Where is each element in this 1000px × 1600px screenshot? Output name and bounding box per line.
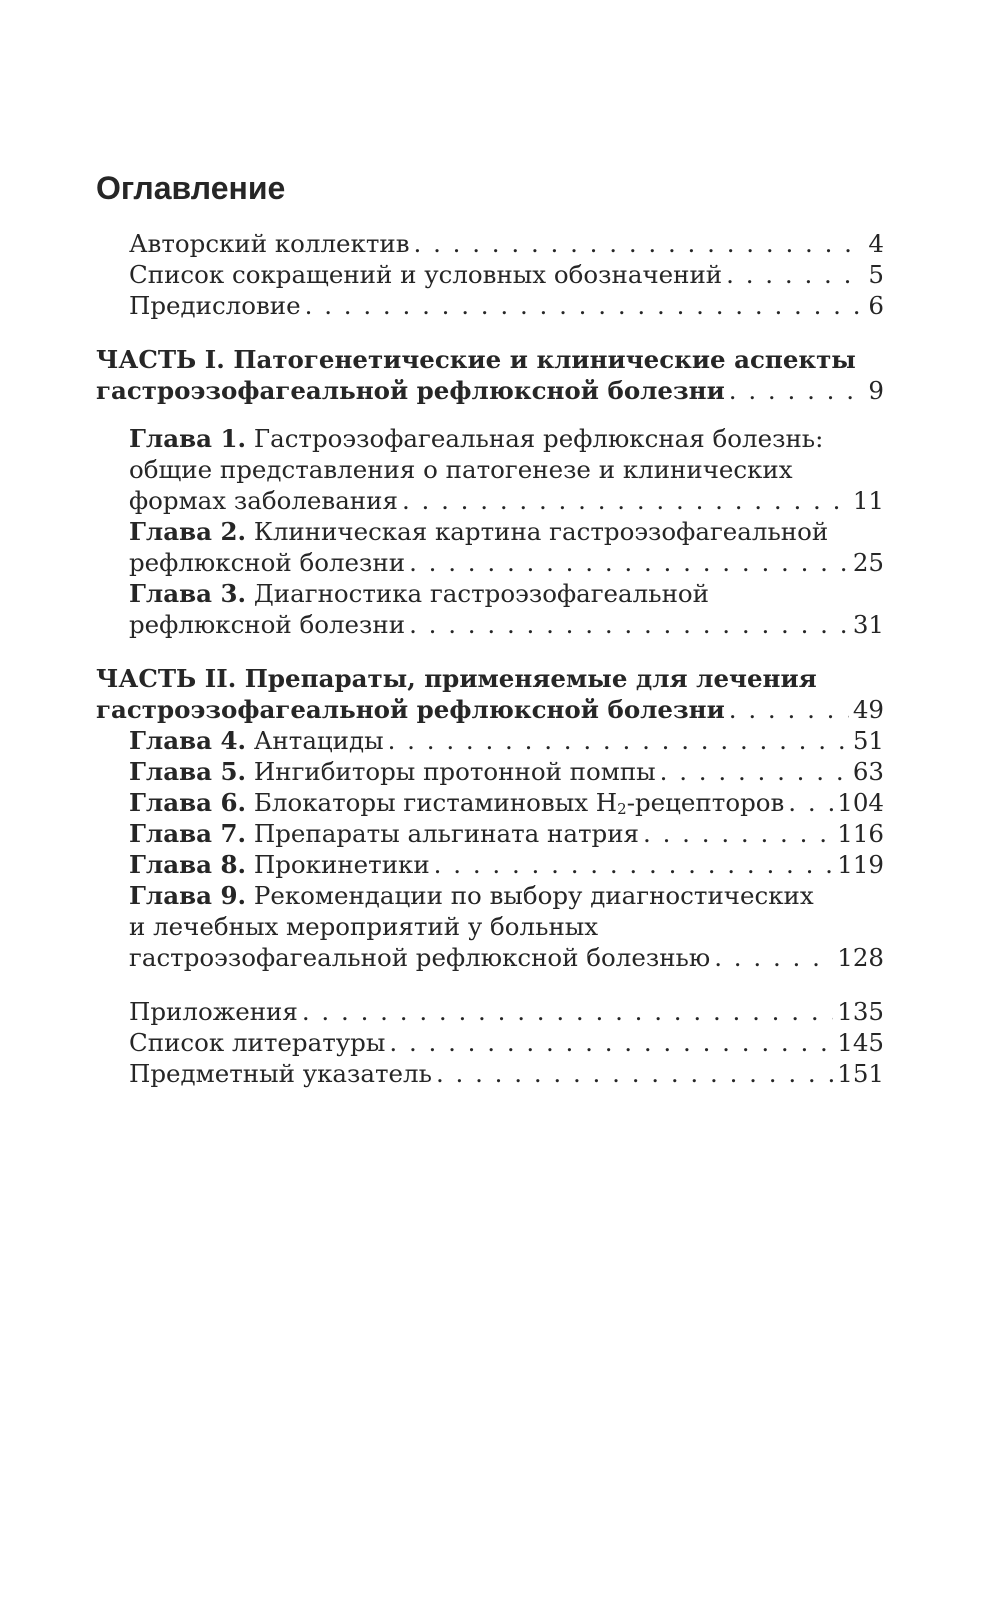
dot-leader: [714, 942, 833, 973]
chapter-title: рефлюксной болезни: [129, 610, 406, 639]
chapter-prefix: Глава 4.: [129, 726, 247, 755]
toc-chapter-3-line-1: [96, 578, 884, 609]
chapter-title: Рекомендации по выбору диагностических: [253, 881, 814, 910]
chapter-title: общие представления о патогенезе и клинических: [129, 455, 793, 484]
toc-part-1-line-1: [96, 344, 884, 375]
dot-leader: [414, 228, 865, 259]
toc-page-number: 63: [852, 757, 884, 786]
chapter-title: гастроэзофагеальной рефлюксной болезнью: [129, 943, 711, 972]
toc-page-number: 5: [868, 260, 884, 289]
chapter-title: формах заболевания: [129, 486, 398, 515]
chapter-title-part: -рецепторов: [626, 788, 785, 817]
toc-entry-label: Приложения: [129, 997, 298, 1026]
toc-page-number: 119: [837, 850, 884, 879]
chapter-prefix: Глава 5.: [129, 757, 247, 786]
toc-chapter-1-line-3: [96, 485, 884, 516]
chapter-title: Клиническая картина гастроэзофагеальной: [253, 517, 829, 546]
chapter-prefix: Глава 7.: [129, 819, 247, 848]
part-heading: ЧАСТЬ I. Патогенетические и клинические аспекты: [96, 345, 856, 374]
chapter-title: Препараты альгината натрия: [253, 819, 640, 848]
toc-entry-references: [96, 1027, 884, 1058]
chapter-title: Прокинетики: [253, 850, 430, 879]
toc-chapter-9-line-3: [96, 942, 884, 973]
toc-entry-preface: [96, 290, 884, 321]
dot-leader: [409, 609, 849, 640]
part-heading: ЧАСТЬ II. Препараты, применяемые для лечения: [96, 664, 817, 693]
chapter-title-part: Блокаторы гистаминовых H: [253, 788, 618, 817]
dot-leader: [389, 1027, 833, 1058]
toc-entry-abbreviations: [96, 259, 884, 290]
chapter-prefix: Глава 6.: [129, 788, 247, 817]
dot-leader: [729, 694, 849, 725]
part-heading: гастроэзофагеальной рефлюксной болезни: [96, 695, 725, 724]
toc-chapter-5: [96, 756, 884, 787]
chapter-title: Ингибиторы протонной помпы: [253, 757, 656, 786]
toc-chapter-9-line-1: [96, 880, 884, 911]
section-spacer: [96, 321, 884, 344]
toc-page-number: 145: [837, 1028, 884, 1057]
dot-leader: [726, 259, 864, 290]
chapter-title: Гастроэзофагеальная рефлюксная болезнь:: [253, 424, 824, 453]
chapter-prefix: Глава 3.: [129, 579, 247, 608]
toc-chapter-1-line-2: [96, 454, 884, 485]
toc-entry-label: Список литературы: [129, 1028, 386, 1057]
toc-entry-label: Предметный указатель: [129, 1059, 432, 1088]
toc-chapter-7: [96, 818, 884, 849]
dot-leader: [409, 547, 849, 578]
subscript: 2: [617, 800, 627, 818]
chapter-prefix: Глава 2.: [129, 517, 247, 546]
toc-chapter-1-line-1: [96, 423, 884, 454]
toc-chapter-2-line-1: [96, 516, 884, 547]
dot-leader: [660, 756, 849, 787]
dot-leader: [302, 996, 833, 1027]
toc-page-number: 135: [837, 997, 884, 1026]
toc-part-2-line-2: [96, 694, 884, 725]
dot-leader: [388, 725, 849, 756]
toc-entry-appendices: [96, 996, 884, 1027]
toc-chapter-6: [96, 787, 884, 818]
toc-page-number: 31: [852, 610, 884, 639]
chapter-prefix: Глава 8.: [129, 850, 247, 879]
toc-part-2-line-1: [96, 663, 884, 694]
toc-page-number: 11: [852, 486, 884, 515]
toc-page-number: 151: [837, 1059, 884, 1088]
dot-leader: [788, 787, 833, 818]
toc-page-number: 116: [837, 819, 884, 848]
table-of-contents: [96, 228, 884, 1089]
dot-leader: [729, 375, 865, 406]
section-spacer: [96, 973, 884, 996]
toc-chapter-4: [96, 725, 884, 756]
chapter-title: и лечебных мероприятий у больных: [129, 912, 599, 941]
toc-entry-label: Предисловие: [129, 291, 301, 320]
toc-entry-label: Список сокращений и условных обозначений: [129, 260, 723, 289]
dot-leader: [402, 485, 849, 516]
part-heading: гастроэзофагеальной рефлюксной болезни: [96, 376, 725, 405]
toc-chapter-8: [96, 849, 884, 880]
dot-leader: [434, 849, 834, 880]
chapter-title: рефлюксной болезни: [129, 548, 406, 577]
toc-page-number: 4: [868, 229, 884, 258]
toc-entry-label: Авторский коллектив: [129, 229, 410, 258]
dot-leader: [643, 818, 833, 849]
dot-leader: [305, 290, 865, 321]
toc-page-number: 128: [837, 943, 884, 972]
chapter-prefix: Глава 9.: [129, 881, 247, 910]
chapter-title: [254, 787, 784, 818]
toc-page-number: 9: [868, 376, 884, 405]
toc-entry-authors: [96, 228, 884, 259]
chapter-prefix: Глава 1.: [129, 424, 247, 453]
toc-entry-subject-index: [96, 1058, 884, 1089]
dot-leader: [436, 1058, 833, 1089]
toc-chapter-3-line-2: [96, 609, 884, 640]
chapter-title: Диагностика гастроэзофагеальной: [253, 579, 709, 608]
section-spacer: [96, 406, 884, 423]
toc-page-number: 25: [852, 548, 884, 577]
toc-page-number: 6: [868, 291, 884, 320]
toc-chapter-2-line-2: [96, 547, 884, 578]
toc-chapter-9-line-2: [96, 911, 884, 942]
section-spacer: [96, 640, 884, 663]
page-title: Оглавление: [96, 170, 286, 206]
chapter-title: Антациды: [253, 726, 384, 755]
toc-page-number: 51: [852, 726, 884, 755]
toc-part-1-line-2: [96, 375, 884, 406]
toc-page-number: 49: [852, 695, 884, 724]
toc-page-number: 104: [837, 788, 884, 817]
